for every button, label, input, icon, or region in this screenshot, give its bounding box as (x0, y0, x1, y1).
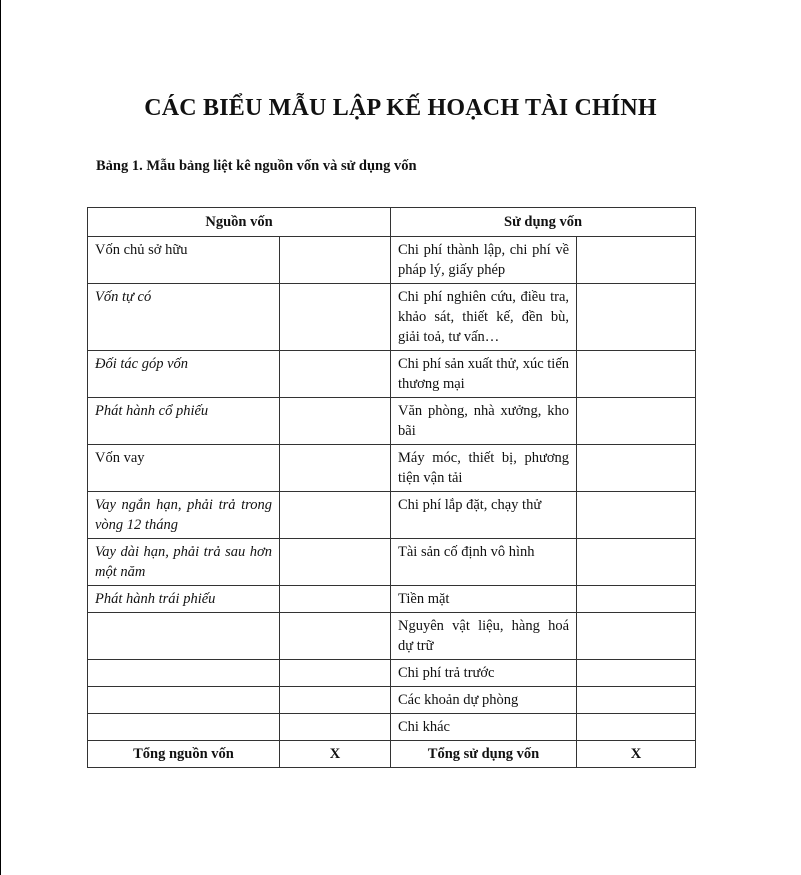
source-amount-cell (280, 351, 391, 398)
use-amount-cell (577, 714, 696, 741)
use-amount-cell (577, 492, 696, 539)
use-amount-cell (577, 613, 696, 660)
use-item-label: Văn phòng, nhà xưởng, kho bãi (391, 398, 577, 445)
total-uses-value: X (577, 741, 696, 768)
use-item-label: Máy móc, thiết bị, phương tiện vận tải (391, 445, 577, 492)
document-title: CÁC BIỂU MẪU LẬP KẾ HOẠCH TÀI CHÍNH (144, 95, 657, 121)
page-left-border (0, 0, 1, 875)
use-amount-cell (577, 586, 696, 613)
use-item-label: Tài sản cố định vô hình (391, 539, 577, 586)
source-amount-cell (280, 613, 391, 660)
header-sources: Nguồn vốn (88, 208, 391, 237)
totals-row (88, 741, 696, 768)
source-item-label: Vốn vay (88, 445, 280, 492)
header-uses: Sử dụng vốn (391, 208, 696, 237)
use-item-label: Chi khác (391, 714, 577, 741)
use-item-label: Chi phí trả trước (391, 660, 577, 687)
source-amount-cell (280, 284, 391, 351)
use-amount-cell (577, 284, 696, 351)
table-row (88, 539, 696, 586)
sources-uses-table (87, 207, 696, 768)
table-row (88, 284, 696, 351)
total-sources-label: Tổng nguồn vốn (88, 741, 280, 768)
source-amount-cell (280, 687, 391, 714)
total-sources-value: X (280, 741, 391, 768)
use-item-label: Nguyên vật liệu, hàng hoá dự trữ (391, 613, 577, 660)
source-item-label: Phát hành cổ phiếu (88, 398, 280, 445)
source-item-label: Vốn chủ sở hữu (88, 237, 280, 284)
table-row (88, 237, 696, 284)
use-item-label: Tiền mặt (391, 586, 577, 613)
source-amount-cell (280, 492, 391, 539)
source-item-label (88, 613, 280, 660)
source-item-label (88, 714, 280, 741)
use-amount-cell (577, 351, 696, 398)
use-amount-cell (577, 237, 696, 284)
table-body (88, 237, 696, 741)
use-amount-cell (577, 539, 696, 586)
table-row (88, 660, 696, 687)
use-item-label: Chi phí nghiên cứu, điều tra, khảo sát, thiết kế, đền bù, giải toả, tư vấn… (391, 284, 577, 351)
use-amount-cell (577, 660, 696, 687)
table-caption: Bảng 1. Mẫu bảng liệt kê nguồn vốn và sử dụng vốn (96, 158, 417, 174)
source-amount-cell (280, 445, 391, 492)
source-item-label: Vay dài hạn, phải trả sau hơn một năm (88, 539, 280, 586)
table-row (88, 613, 696, 660)
table-row (88, 445, 696, 492)
source-item-label (88, 687, 280, 714)
total-uses-label: Tổng sử dụng vốn (391, 741, 577, 768)
source-amount-cell (280, 539, 391, 586)
table-header-row (88, 208, 696, 237)
source-amount-cell (280, 586, 391, 613)
table-row (88, 586, 696, 613)
table-row (88, 687, 696, 714)
use-amount-cell (577, 398, 696, 445)
source-item-label (88, 660, 280, 687)
source-amount-cell (280, 660, 391, 687)
table-row (88, 714, 696, 741)
use-item-label: Chi phí thành lập, chi phí về pháp lý, giấy phép (391, 237, 577, 284)
use-amount-cell (577, 445, 696, 492)
use-amount-cell (577, 687, 696, 714)
source-item-label: Đối tác góp vốn (88, 351, 280, 398)
use-item-label: Chi phí sản xuất thử, xúc tiến thương mại (391, 351, 577, 398)
source-amount-cell (280, 714, 391, 741)
source-item-label: Phát hành trái phiếu (88, 586, 280, 613)
table-row (88, 492, 696, 539)
source-amount-cell (280, 398, 391, 445)
table-row (88, 351, 696, 398)
use-item-label: Chi phí lắp đặt, chạy thử (391, 492, 577, 539)
source-item-label: Vốn tự có (88, 284, 280, 351)
source-amount-cell (280, 237, 391, 284)
use-item-label: Các khoản dự phòng (391, 687, 577, 714)
source-item-label: Vay ngắn hạn, phải trả trong vòng 12 tháng (88, 492, 280, 539)
table-row (88, 398, 696, 445)
